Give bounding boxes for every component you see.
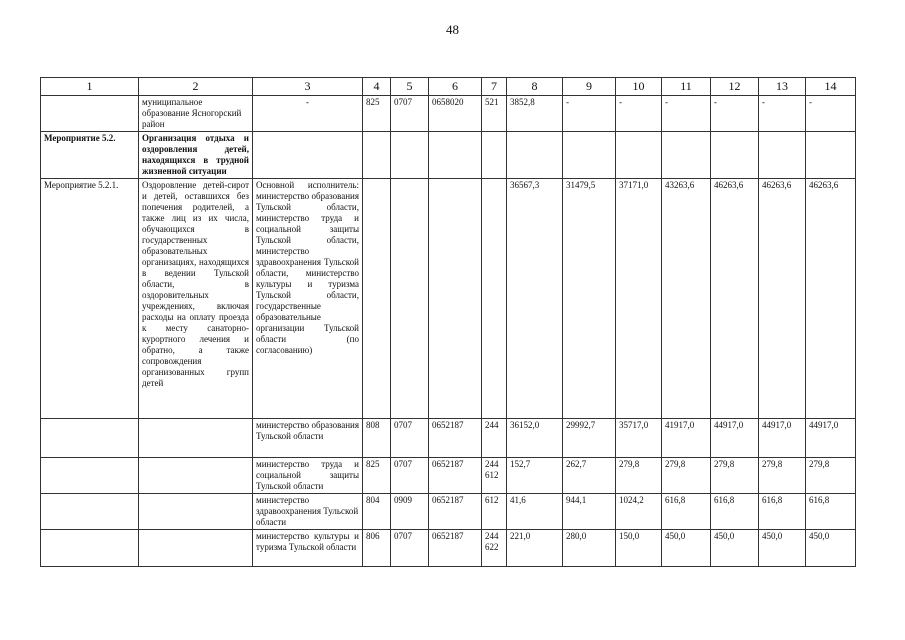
measure-name-cell [139,494,253,530]
target-code-cell: 0658020 [429,96,482,132]
table-row [41,458,856,494]
value-cell: 46263,6 [711,179,759,419]
value-cell: 152,7 [507,458,563,494]
value-cell: 616,8 [711,494,759,530]
value-cell [759,132,806,179]
table-row [41,494,856,530]
column-number: 11 [662,78,711,96]
value-cell [711,132,759,179]
value-cell: - [806,96,856,132]
value-cell: 37171,0 [616,179,662,419]
expense-type-cell [482,179,507,419]
target-code-cell: 0652187 [429,419,482,458]
section-code-cell: 0707 [391,530,429,567]
target-code-cell [429,132,482,179]
value-cell: 279,8 [711,458,759,494]
value-cell: 44917,0 [711,419,759,458]
value-cell: - [711,96,759,132]
executor-cell [253,132,363,179]
measure-name-cell [139,419,253,458]
column-number: 7 [482,78,507,96]
expense-type-cell: 612 [482,494,507,530]
value-cell: 616,8 [759,494,806,530]
value-cell: 279,8 [662,458,711,494]
column-number: 12 [711,78,759,96]
page-number: 48 [446,22,459,37]
measure-name-cell: муниципальное образование Ясногорский район [139,96,253,132]
value-cell: 3852,8 [507,96,563,132]
value-cell: 450,0 [806,530,856,567]
value-cell [563,132,616,179]
ministry-code-cell: 806 [363,530,391,567]
value-cell: - [616,96,662,132]
value-cell: 280,0 [563,530,616,567]
ministry-code-cell: 825 [363,458,391,494]
value-cell: 616,8 [662,494,711,530]
value-cell: 616,8 [806,494,856,530]
section-code-cell: 0909 [391,494,429,530]
executor-cell: министерство культуры и туризма Тульской области [253,530,363,567]
expense-type-cell: 244 622 [482,530,507,567]
value-cell: - [563,96,616,132]
measure-cell: Мероприятие 5.2.1. [41,179,139,419]
ministry-code-cell: 804 [363,494,391,530]
section-code-cell: 0707 [391,458,429,494]
value-cell [806,132,856,179]
column-number-row [41,78,856,96]
value-cell: 450,0 [711,530,759,567]
value-cell: - [759,96,806,132]
section-code-cell: 0707 [391,419,429,458]
value-cell [507,132,563,179]
value-cell: 41,6 [507,494,563,530]
ministry-code-cell [363,132,391,179]
value-cell: 279,8 [616,458,662,494]
value-cell [616,132,662,179]
ministry-code-cell [363,179,391,419]
value-cell: 43263,6 [662,179,711,419]
section-code-cell [391,179,429,419]
section-code-cell [391,132,429,179]
target-code-cell: 0652187 [429,494,482,530]
program-table [40,77,856,567]
measure-cell [41,458,139,494]
column-number: 1 [41,78,139,96]
measure-cell [41,419,139,458]
measure-name-cell: Оздоровление детей-сирот и детей, оставшихся без попечения родителей, а также лиц из их числа, обучающихся в государственных образовательных организациях, находящихся в ведении Тульской области, в оздоровительных учреждениях, включая расходы на оплату проезда к месту санаторно-курортного лечения и обратно, а также сопровождения организованных групп детей [139,179,253,419]
measure-name-cell: Организация отдыха и оздоровления детей, находящихся в трудной жизненной ситуации [139,132,253,179]
executor-cell: Основной исполнитель: министерство образования Тульской области, министерство труда и социальной защиты Тульской области, министерство здравоохранения Тульской области, министерство культуры и туризма Тульской области, государственные образовательные организации Тульской области (по согласованию) [253,179,363,419]
value-cell: 35717,0 [616,419,662,458]
value-cell: - [662,96,711,132]
column-number: 2 [139,78,253,96]
value-cell: 36567,3 [507,179,563,419]
column-number: 6 [429,78,482,96]
table-row [41,419,856,458]
section-code-cell: 0707 [391,96,429,132]
value-cell: 1024,2 [616,494,662,530]
value-cell: 279,8 [806,458,856,494]
value-cell: 44917,0 [759,419,806,458]
column-number: 13 [759,78,806,96]
value-cell: 41917,0 [662,419,711,458]
column-number: 8 [507,78,563,96]
expense-type-cell: 521 [482,96,507,132]
value-cell: 36152,0 [507,419,563,458]
table-row [41,132,856,179]
column-number: 4 [363,78,391,96]
executor-cell: министерство труда и социальной защиты Тульской области [253,458,363,494]
value-cell: 29992,7 [563,419,616,458]
value-cell: 44917,0 [806,419,856,458]
value-cell: 31479,5 [563,179,616,419]
value-cell: 279,8 [759,458,806,494]
value-cell [662,132,711,179]
expense-type-cell: 244 [482,419,507,458]
ministry-code-cell: 825 [363,96,391,132]
executor-cell: - [253,96,363,132]
executor-cell: министерство образования Тульской области [253,419,363,458]
measure-name-cell [139,458,253,494]
value-cell: 450,0 [662,530,711,567]
expense-type-cell: 244 612 [482,458,507,494]
column-number: 10 [616,78,662,96]
measure-cell: Мероприятие 5.2. [41,132,139,179]
value-cell: 450,0 [759,530,806,567]
measure-cell [41,530,139,567]
value-cell: 46263,6 [759,179,806,419]
table-row [41,179,856,419]
target-code-cell [429,179,482,419]
table-row [41,96,856,132]
value-cell: 262,7 [563,458,616,494]
column-number: 5 [391,78,429,96]
value-cell: 944,1 [563,494,616,530]
column-number: 9 [563,78,616,96]
value-cell: 46263,6 [806,179,856,419]
measure-cell [41,96,139,132]
value-cell: 150,0 [616,530,662,567]
table-row [41,530,856,567]
target-code-cell: 0652187 [429,458,482,494]
measure-name-cell [139,530,253,567]
expense-type-cell [482,132,507,179]
column-number: 14 [806,78,856,96]
target-code-cell: 0652187 [429,530,482,567]
measure-cell [41,494,139,530]
ministry-code-cell: 808 [363,419,391,458]
executor-cell: министерство здравоохранения Тульской области [253,494,363,530]
column-number: 3 [253,78,363,96]
value-cell: 221,0 [507,530,563,567]
